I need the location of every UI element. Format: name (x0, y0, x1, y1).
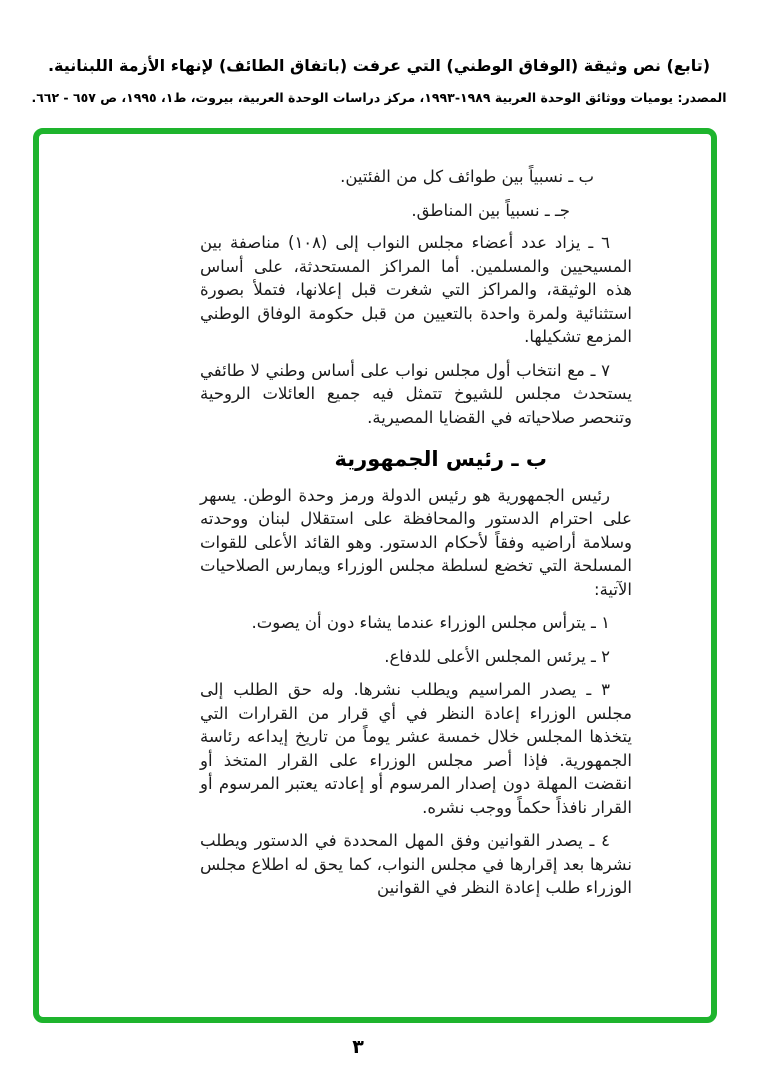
clause-6-paragraph: ٦ ـ يزاد عدد أعضاء مجلس النواب إلى (١٠٨) مناصفة بين المسيحيين والمسلمين. أما المراكز المستحدثة، على أساس هذه الوثيقة، والمراكز التي شغرت قبل إعلانها، فتملأ بصورة استثنائية ولمرة واحدة بالتعيين من قبل حكومة الوفاق الوطني المزمع تشكيلها. (200, 233, 632, 346)
power-2-paragraph: ٢ ـ يرئس المجلس الأعلى للدفاع. (384, 646, 610, 666)
power-3-paragraph: ٣ ـ يصدر المراسيم ويطلب نشرها. وله حق الطلب إلى مجلس الوزراء إعادة النظر في أي قرار من القرارات التي يتخذها المجلس خلال خمسة عشر يوماً من تاريخ إيداعه رئاسة الجمهورية. فإذا أصر مجلس الوزراء على القرار المتخذ أو انقضت المهلة دون إصدار المرسوم أو إعادته يعتبر المرسوم أو القرار نافذاً حكماً ووجب نشره. (200, 680, 632, 817)
document-text-column (200, 165, 632, 910)
document-frame (33, 128, 717, 1023)
clause-7-paragraph: ٧ ـ مع انتخاب أول مجلس نواب على أساس وطني لا طائفي يستحدث مجلس للشيوخ تتمثل فيه جميع العائلات الروحية وتنحصر صلاحياته في القضايا المصيرية. (200, 360, 632, 427)
president-intro-paragraph: رئيس الجمهورية هو رئيس الدولة ورمز وحدة الوطن. يسهر على احترام الدستور والمحافظة على استقلال لبنان ووحدته وسلامة أراضيه وفقاً لأحكام الدستور. وهو القائد الأعلى للقوات المسلحة التي تخضع لسلطة مجلس الوزراء ويمارس الصلاحيات الآتية: (200, 485, 632, 599)
list-item-b: ب ـ نسبياً بين طوائف كل من الفئتين. (340, 167, 594, 186)
power-1-paragraph: ١ ـ يترأس مجلس الوزراء عندما يشاء دون أن يصوت. (251, 613, 610, 632)
page-number: ٣ (352, 1036, 364, 1058)
page-title: (تابع) نص وثيقة (الوفاق الوطني) التي عرفت (باتفاق الطائف) لإنهاء الأزمة اللبنانية. (47, 56, 711, 75)
source-citation: المصدر: يوميات ووثائق الوحدة العربية ١٩٨٩-١٩٩٣، مركز دراسات الوحدة العربية، بيروت، ط١، ١٩٩٥، ص ٦٥٧ - ٦٦٢. (31, 90, 727, 105)
section-heading-president: ب ـ رئيس الجمهورية (334, 447, 547, 471)
list-item-jeem: جـ ـ نسبياً بين المناطق. (411, 200, 570, 220)
power-4-paragraph: ٤ ـ يصدر القوانين وفق المهل المحددة في الدستور ويطلب نشرها بعد إقرارها في مجلس النواب، كما يحق له اطلاع مجلس الوزراء طلب إعادة النظر في القوانين (200, 831, 632, 897)
